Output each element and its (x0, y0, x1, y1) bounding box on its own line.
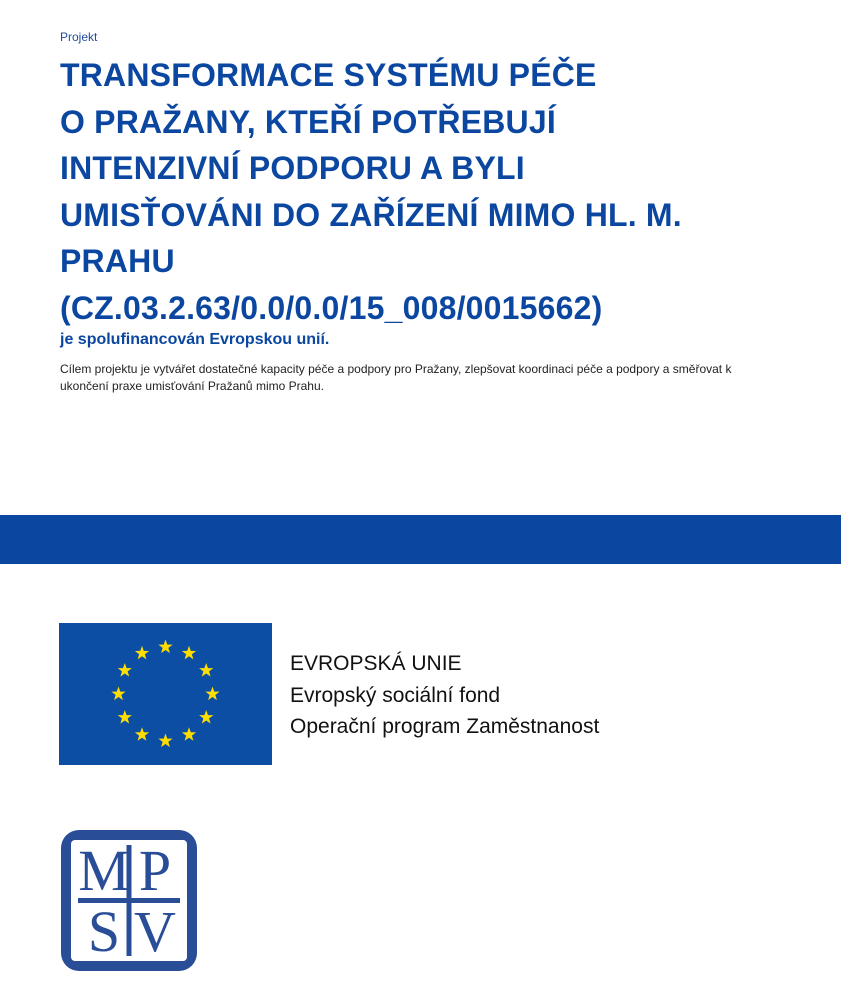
eu-flag-graphic (59, 623, 272, 765)
project-title-line: O PRAŽANY, KTEŘÍ POTŘEBUJÍ (60, 103, 556, 140)
project-title-line: UMISŤOVÁNI DO ZAŘÍZENÍ MIMO HL. M. (60, 196, 682, 233)
eu-name: EVROPSKÁ UNIE (290, 652, 462, 675)
logo-letter-p: P (138, 838, 172, 903)
eu-program-name: Operační program Zaměstnanost (290, 715, 600, 738)
eu-flag-icon (59, 623, 272, 765)
logo-letter-s: S (87, 899, 121, 964)
cofinanced-statement: je spolufinancován Evropskou unií. (60, 331, 330, 348)
eu-fund-name: Evropský sociální fond (290, 683, 501, 707)
project-label: Projekt (60, 30, 98, 44)
blue-divider-band (0, 515, 841, 564)
mpsv-logo-graphic (59, 828, 199, 973)
logo-letter-m: M (78, 838, 130, 903)
project-title-line: PRAHU (60, 243, 175, 279)
mpsv-logo (59, 828, 199, 973)
project-description: Cílem projektu je vytvářet dostatečné kapacity péče a podpory pro Pražany, zlepšovat koordinaci péče a podpory a směřovat k ukončení praxe umisťování Pražanů mimo Prahu. (60, 362, 732, 393)
project-title-line: INTENZIVNÍ PODPORU A BYLI (60, 150, 525, 186)
eu-funding-text (290, 648, 599, 743)
logo-letter-v: V (134, 899, 176, 964)
project-title (60, 52, 760, 331)
project-title-line: TRANSFORMACE SYSTÉMU PÉČE (60, 57, 597, 93)
project-registration-number: (CZ.03.2.63/0.0/0.0/15_008/0015662) (60, 289, 603, 326)
